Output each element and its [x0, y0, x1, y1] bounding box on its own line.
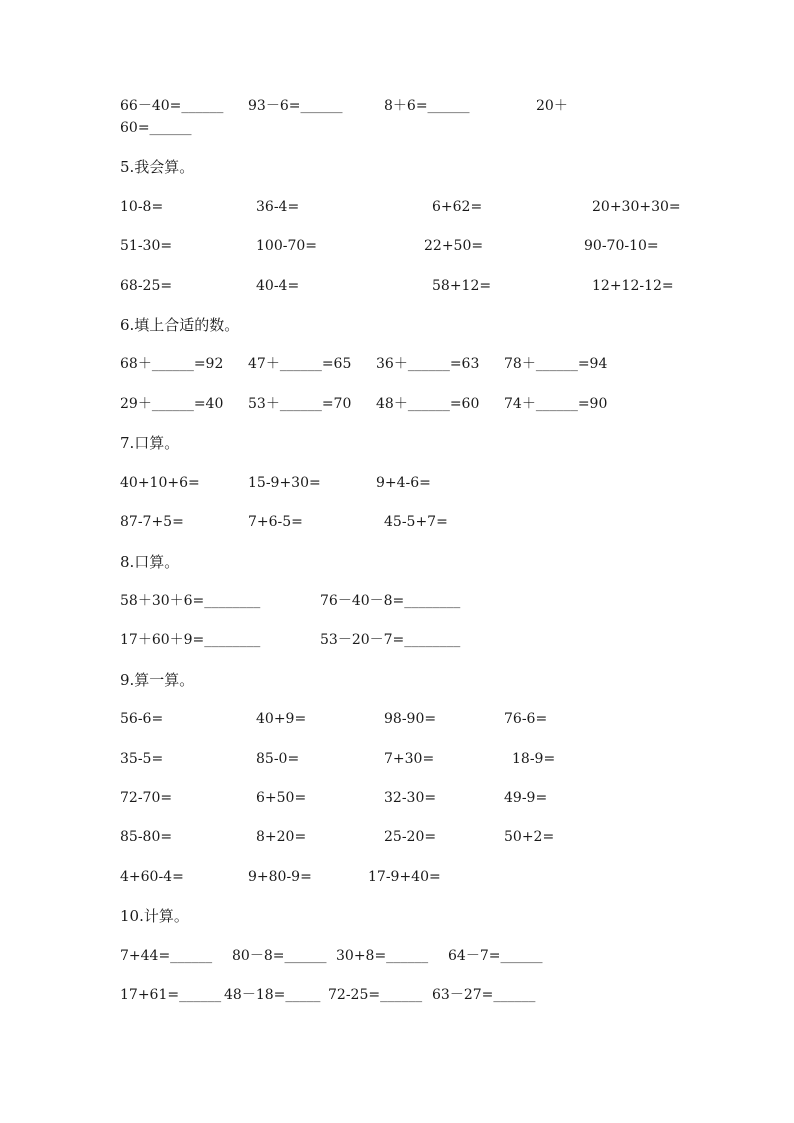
- problem-cell: 20+30+30=: [592, 199, 681, 215]
- problem-cell: 56-6=: [120, 711, 164, 727]
- q10-row: [0, 946, 794, 966]
- problem-cell: 22+50=: [424, 238, 484, 254]
- q6-row: [0, 354, 794, 374]
- problem-cell: 6+50=: [256, 790, 307, 806]
- problem-cell: 100-70=: [256, 238, 317, 254]
- problem-cell: 49-9=: [504, 790, 548, 806]
- problem-cell: 76－40－8=________: [320, 593, 461, 609]
- problem-cell: 15-9+30=: [248, 475, 321, 491]
- section-title-q5: 5.我会算。: [120, 158, 195, 176]
- q9-row: [0, 709, 794, 729]
- problem-cell: 17-9+40=: [368, 869, 441, 885]
- problem-cell: 20＋: [536, 98, 568, 114]
- problem-cell: 85-80=: [120, 829, 173, 845]
- q6-row: [0, 394, 794, 414]
- q5-row: [0, 236, 794, 256]
- q8-row: [0, 630, 794, 650]
- problem-cell: 4+60-4=: [120, 869, 184, 885]
- problem-cell: 58+12=: [432, 278, 492, 294]
- problem-cell: 51-30=: [120, 238, 173, 254]
- q5-row: [0, 197, 794, 217]
- section-title-q8: 8.口算。: [120, 553, 180, 571]
- problem-cell: 58＋30＋6=________: [120, 593, 261, 609]
- problem-cell: 68-25=: [120, 278, 173, 294]
- problem-cell: 8＋6=______: [384, 98, 470, 114]
- section-title-q9: 9.算一算。: [120, 671, 195, 689]
- problem-cell: 68＋______=92: [120, 356, 224, 372]
- q8-row: [0, 591, 794, 611]
- problem-cell: 85-0=: [256, 751, 300, 767]
- problem-cell: 35-5=: [120, 751, 164, 767]
- problem-cell: 53＋______=70: [248, 396, 352, 412]
- problem-cell: 32-30=: [384, 790, 437, 806]
- problem-cell: 6+62=: [432, 199, 483, 215]
- problem-cell: 18-9=: [512, 751, 556, 767]
- problem-cell: 17+61=______: [120, 987, 222, 1003]
- problem-cell: 64－7=______: [448, 948, 543, 964]
- section-title-q7: 7.口算。: [120, 434, 180, 452]
- problem-cell: 29＋______=40: [120, 396, 224, 412]
- problem-cell: 40+9=: [256, 711, 307, 727]
- problem-cell: 9+80-9=: [248, 869, 312, 885]
- problem-cell: 36＋______=63: [376, 356, 480, 372]
- problem-cell: 45-5+7=: [384, 514, 448, 530]
- q7-row: [0, 473, 794, 493]
- q9-row: [0, 867, 794, 887]
- q4-row: [0, 96, 794, 116]
- problem-cell: 60=______: [120, 120, 192, 136]
- problem-cell: 17＋60＋9=________: [120, 632, 261, 648]
- q9-row: [0, 788, 794, 808]
- problem-cell: 7+44=______: [120, 948, 213, 964]
- problem-cell: 25-20=: [384, 829, 437, 845]
- problem-cell: 78＋______=94: [504, 356, 608, 372]
- problem-cell: 48－18=_____: [224, 987, 321, 1003]
- problem-cell: 30+8=______: [336, 948, 429, 964]
- q9-row: [0, 749, 794, 769]
- problem-cell: 47＋______=65: [248, 356, 352, 372]
- problem-cell: 63－27=______: [432, 987, 536, 1003]
- problem-cell: 12+12-12=: [592, 278, 674, 294]
- problem-cell: 76-6=: [504, 711, 548, 727]
- section-title-q6: 6.填上合适的数。: [120, 316, 240, 334]
- problem-cell: 53－20－7=________: [320, 632, 461, 648]
- q10-row: [0, 985, 794, 1005]
- problem-cell: 48＋______=60: [376, 396, 480, 412]
- problem-cell: 74＋______=90: [504, 396, 608, 412]
- q9-row: [0, 827, 794, 847]
- problem-cell: 98-90=: [384, 711, 437, 727]
- problem-cell: 7+6-5=: [248, 514, 303, 530]
- problem-cell: 93－6=______: [248, 98, 343, 114]
- problem-cell: 72-25=______: [328, 987, 423, 1003]
- problem-cell: 36-4=: [256, 199, 300, 215]
- q4-row: [0, 118, 794, 138]
- problem-cell: 90-70-10=: [584, 238, 659, 254]
- q5-row: [0, 276, 794, 296]
- problem-cell: 80－8=______: [232, 948, 327, 964]
- problem-cell: 50+2=: [504, 829, 555, 845]
- problem-cell: 66－40=______: [120, 98, 224, 114]
- problem-cell: 40-4=: [256, 278, 300, 294]
- section-title-q10: 10.计算。: [120, 907, 189, 925]
- q7-row: [0, 512, 794, 532]
- problem-cell: 72-70=: [120, 790, 173, 806]
- problem-cell: 7+30=: [384, 751, 435, 767]
- problem-cell: 9+4-6=: [376, 475, 431, 491]
- problem-cell: 10-8=: [120, 199, 164, 215]
- problem-cell: 40+10+6=: [120, 475, 200, 491]
- problem-cell: 87-7+5=: [120, 514, 184, 530]
- problem-cell: 8+20=: [256, 829, 307, 845]
